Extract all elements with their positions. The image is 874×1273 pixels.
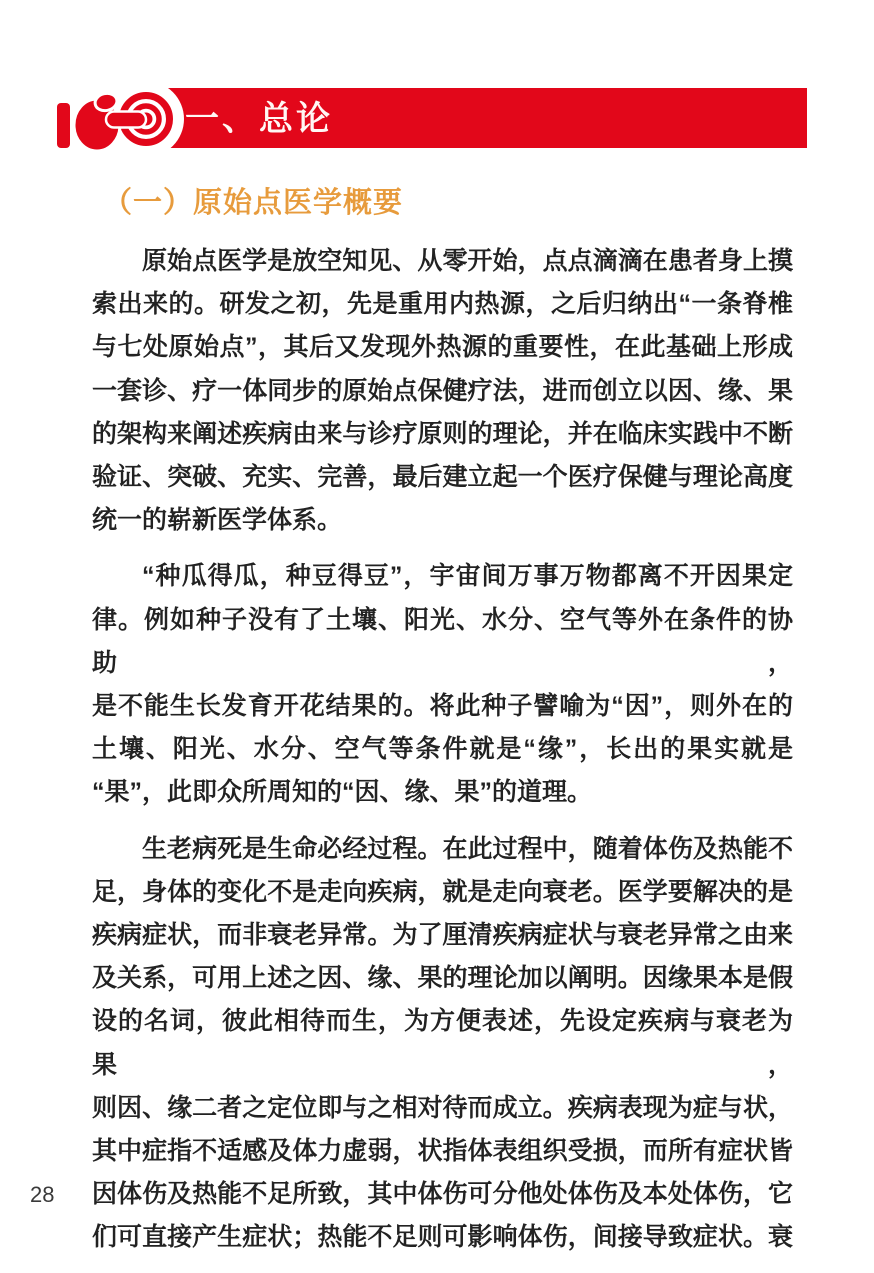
text-line: 设的名词，彼此相待而生，为方便表述，先设定疾病与衰老为果， [92,1007,793,1079]
paragraph [92,828,793,1260]
text-line: 土壤、阳光、水分、空气等条件就是“缘”，长出的果实就是 [92,735,793,764]
text-line: “果”，此即众所周知的“因、缘、果”的道理。 [92,778,593,807]
section-heading: （一）原始点医学概要 [103,187,404,219]
text-line: 疾病症状，而非衰老异常。为了厘清疾病症状与衰老异常之由来 [92,921,793,950]
text-line: 验证、突破、充实、完善，最后建立起一个医疗保健与理论高度 [92,463,793,492]
text-line: 其中症指不适感及体力虚弱，状指体表组织受损，而所有症状皆 [92,1137,793,1166]
page-number: 28 [30,1182,55,1207]
text-line: 一套诊、疗一体同步的原始点保健疗法，进而创立以因、缘、果 [92,376,793,405]
text-line: 生老病死是生命必经过程。在此过程中，随着体伤及热能不 [142,834,793,863]
text-line: “种瓜得瓜，种豆得豆”，宇宙间万事万物都离不开因果定 [142,562,793,591]
text-line: 律。例如种子没有了土壤、阳光、水分、空气等外在条件的协助， [92,605,793,677]
text-line: 是不能生长发育开花结果的。将此种子譬喻为“因”，则外在的 [92,692,793,721]
text-line: 索出来的。研发之初，先是重用内热源，之后归纳出“一条脊椎 [92,290,793,319]
body-text [92,240,793,1273]
text-line: 的架构来阐述疾病由来与诊疗原则的理论，并在临床实践中不断 [92,419,793,448]
text-line: 足，身体的变化不是走向疾病，就是走向衰老。医学要解决的是 [92,877,793,906]
text-line: 原始点医学是放空知见、从零开始，点点滴滴在患者身上摸 [142,247,793,275]
text-line: 则因、缘二者之定位即与之相对待而成立。疾病表现为症与状， [92,1093,793,1122]
pointing-hand-icon [50,78,190,164]
paragraph [92,240,793,542]
text-line: 们可直接产生症状；热能不足则可影响体伤，间接导致症状。衰 [92,1223,793,1252]
text-line: 与七处原始点”，其后又发现外热源的重要性，在此基础上形成 [92,333,793,362]
text-line: 因体伤及热能不足所致，其中体伤可分他处体伤及本处体伤，它 [92,1180,793,1209]
text-line: 及关系，可用上述之因、缘、果的理论加以阐明。因缘果本是假 [92,964,793,993]
chapter-title: 一、总论 [185,100,333,138]
pointing-hand-icon-svg [50,78,190,164]
text-line: 统一的崭新医学体系。 [92,506,343,535]
chapter-banner [132,88,807,148]
paragraph [92,555,793,814]
